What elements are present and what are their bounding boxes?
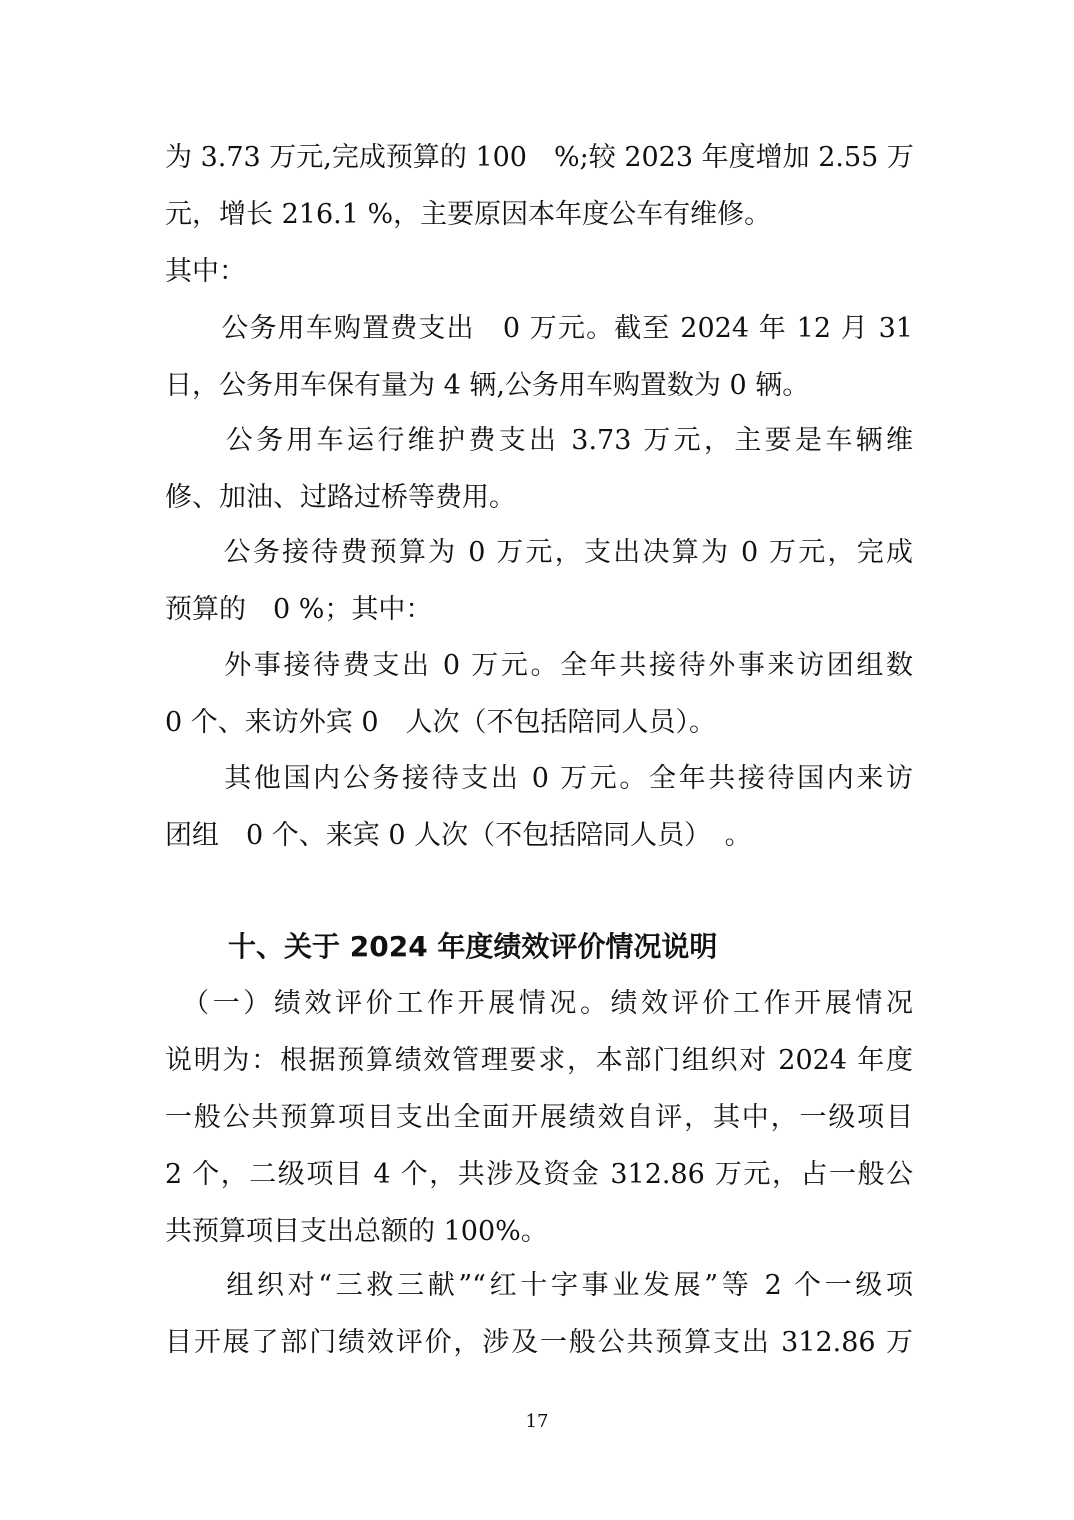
text-line: 说明为：根据预算绩效管理要求，本部门组织对 2024 年度 xyxy=(165,1045,913,1076)
paragraph-foreign-reception xyxy=(165,637,913,751)
text-line: 公务用车购置费支出 0 万元。截至 2024 年 12 月 31 xyxy=(165,313,913,344)
section-heading: 十、关于 2024 年度绩效评价情况说明 xyxy=(228,930,718,963)
paragraph-vehicle-purchase xyxy=(165,300,913,414)
text-line: 组织对“三救三献”“红十字事业发展”等 2 个一级项 xyxy=(165,1270,913,1301)
text-line: 0 个、来访外宾 0 人次（不包括陪同人员）。 xyxy=(165,707,717,738)
text-line: 其他国内公务接待支出 0 万元。全年共接待国内来访 xyxy=(165,763,913,794)
text-line: 修、加油、过路过桥等费用。 xyxy=(165,482,516,513)
text-line: 2 个，二级项目 4 个，共涉及资金 312.86 万元，占一般公 xyxy=(165,1159,913,1190)
paragraph-vehicle-maintenance xyxy=(165,412,913,526)
text-line: 公务用车运行维护费支出 3.73 万元，主要是车辆维 xyxy=(165,425,913,456)
paragraph-performance-evaluation xyxy=(165,975,913,1260)
text-line: 其中： xyxy=(165,256,246,287)
text-line: 元，增长 216.1 %，主要原因本年度公车有维修。 xyxy=(165,199,772,230)
text-line: 外事接待费支出 0 万元。全年共接待外事来访团组数 xyxy=(165,650,913,681)
paragraph-domestic-reception xyxy=(165,750,913,864)
text-line: 一般公共预算项目支出全面开展绩效自评，其中，一级项目 xyxy=(165,1102,913,1133)
text-line: 目开展了部门绩效评价，涉及一般公共预算支出 312.86 万 xyxy=(165,1327,913,1358)
text-line: 为 3.73 万元,完成预算的 100 %;较 2023 年度增加 2.55 万 xyxy=(165,142,914,173)
text-line: 公务接待费预算为 0 万元，支出决算为 0 万元，完成 xyxy=(165,537,913,568)
text-line: 团组 0 个、来宾 0 人次（不包括陪同人员） 。 xyxy=(165,820,752,851)
paragraph-vehicle-summary xyxy=(165,129,913,300)
text-line: 日，公务用车保有量为 4 辆,公务用车购置数为 0 辆。 xyxy=(165,370,810,401)
page-number: 17 xyxy=(525,1411,549,1432)
paragraph-reception-budget xyxy=(165,524,913,638)
text-line: 预算的 0 %；其中： xyxy=(165,594,433,625)
paragraph-department-evaluation xyxy=(165,1257,913,1371)
text-line: （一）绩效评价工作开展情况。绩效评价工作开展情况 xyxy=(165,988,913,1019)
text-line: 共预算项目支出总额的 100%。 xyxy=(165,1216,548,1247)
